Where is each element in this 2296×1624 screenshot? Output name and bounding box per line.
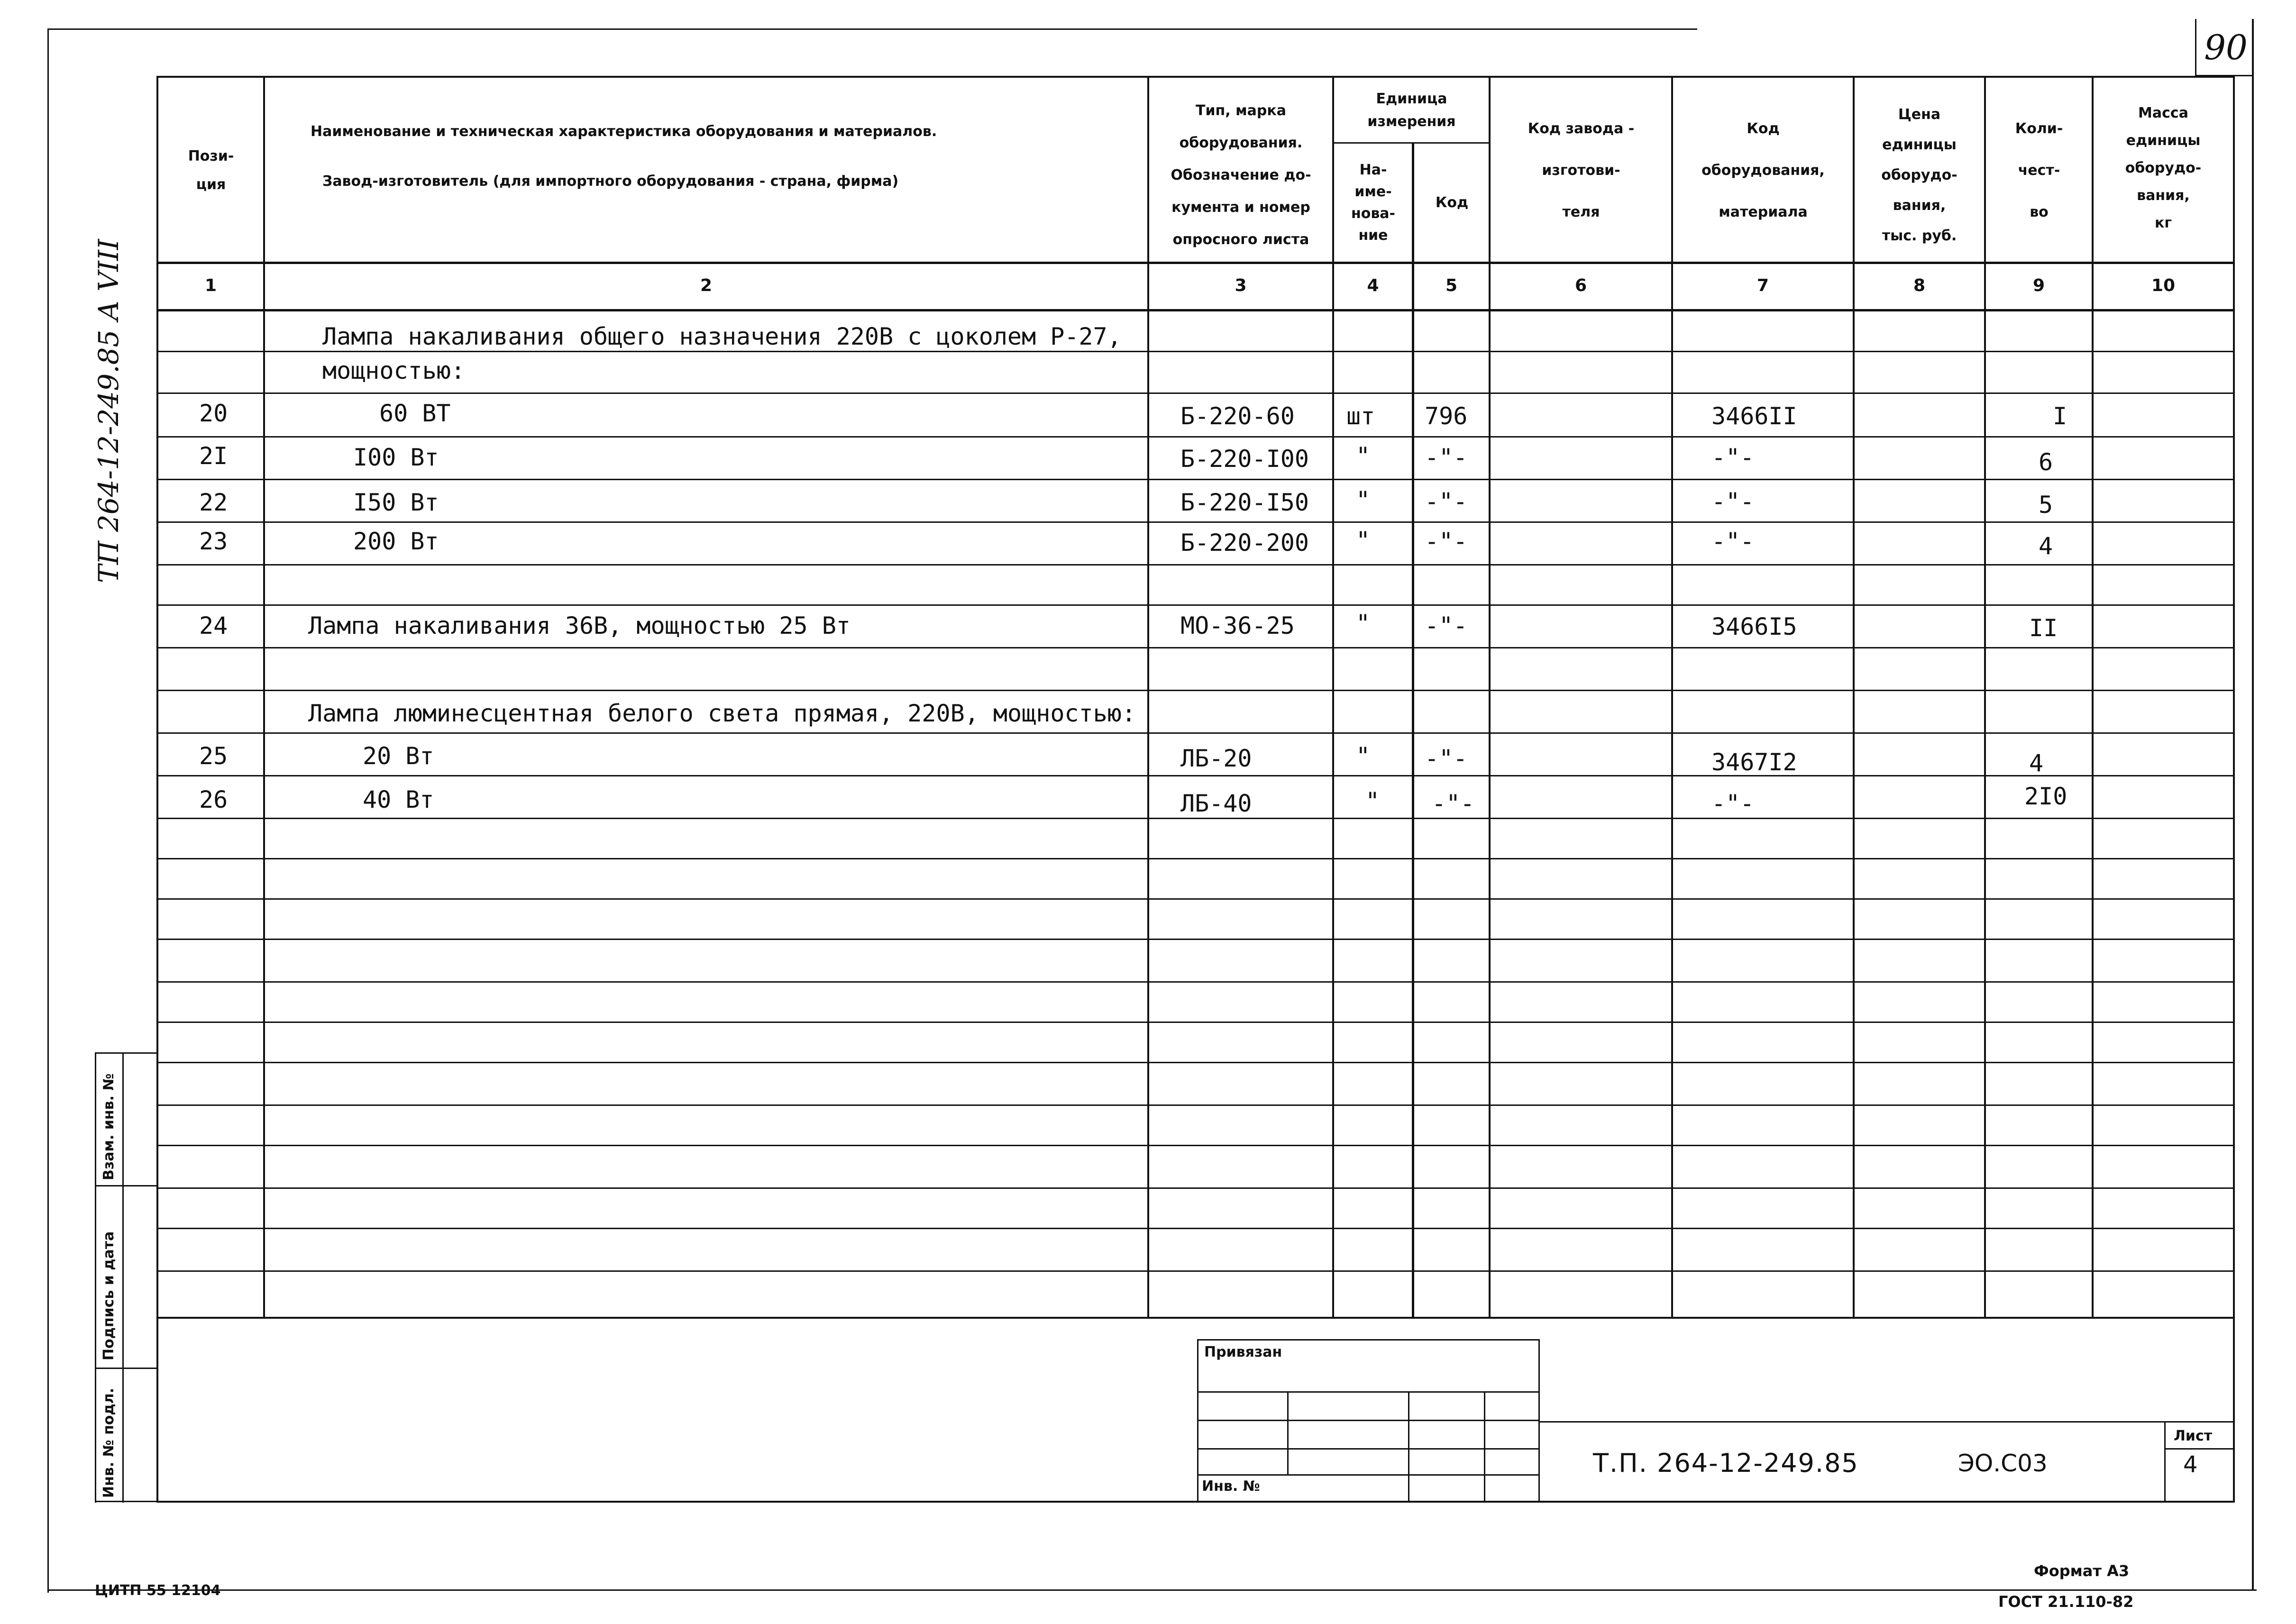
row-code: 796 [1425, 402, 1468, 430]
row-equipment-code: -"- [1711, 444, 1755, 471]
header-unit-group: Единица измерения [1367, 90, 1456, 130]
header-name-line2: Завод-изготовитель (для импортного оборудования - страна, фирма) [322, 173, 899, 190]
header-equipment-code: Код оборудования, материала [1701, 120, 1825, 220]
row-quantity: 6 [2039, 448, 2053, 476]
row-name: Лампа люминесцентная белого света прямая, 220В, мощностью: [308, 700, 1136, 727]
header-position: Пози- ция [188, 148, 234, 193]
row-quantity: I [2053, 402, 2067, 430]
row-unit: шт [1346, 402, 1375, 430]
column-number: 4 [1367, 276, 1379, 295]
row-quantity: 4 [2029, 749, 2044, 777]
footer-left: ЦИТП 55 12104 [95, 1582, 221, 1599]
stamp-designation: Т.П. 264-12-249.85 [1593, 1448, 1859, 1478]
stamp-sheet-label: Лист [2174, 1428, 2213, 1444]
row-code: -"- [1432, 790, 1475, 817]
row-name: 20 Вт [363, 742, 434, 770]
side-stamp-inv-podl: Инв. № подл. [101, 1387, 117, 1498]
column-number: 9 [2032, 276, 2045, 295]
row-type: МО-36-25 [1180, 612, 1295, 639]
stamp-inv-no: Инв. № [1202, 1478, 1260, 1495]
row-name: 200 Вт [353, 528, 439, 555]
row-quantity: 2I0 [2024, 783, 2067, 810]
row-equipment-code: 3466I5 [1711, 613, 1797, 640]
header-mass: Масса единицы оборудо- вания, кг [2125, 105, 2202, 231]
column-number: 8 [1913, 276, 1926, 295]
row-unit: " [1356, 486, 1371, 514]
row-name: Лампа накаливания общего назначения 220В с цоколем Р-27, [322, 323, 1122, 350]
row-type: Б-220-60 [1180, 402, 1295, 430]
row-name: 60 ВТ [379, 400, 451, 427]
header-price: Цена единицы оборудо- вания, тыс. руб. [1881, 106, 1958, 244]
side-stamp-podpis: Подпись и дата [101, 1231, 117, 1360]
row-type: ЛБ-20 [1180, 745, 1252, 772]
row-position: 24 [199, 612, 228, 639]
column-number: 3 [1235, 276, 1247, 295]
margin-code: ТП 264-12-249.85 А VIII [92, 239, 125, 583]
row-name: I00 Вт [353, 444, 439, 471]
row-type: ЛБ-40 [1180, 790, 1252, 817]
row-position: 20 [199, 400, 228, 427]
row-equipment-code: -"- [1711, 528, 1755, 555]
side-stamp-inv-vzam: Взам. инв. № [101, 1073, 117, 1180]
row-unit: " [1365, 787, 1380, 815]
row-type: Б-220-I50 [1180, 489, 1309, 516]
row-position: 2I [199, 442, 228, 470]
row-quantity: II [2029, 614, 2058, 642]
row-quantity: 5 [2039, 491, 2053, 519]
header-name-line1: Наименование и техническая характеристика оборудования и материалов. [311, 123, 937, 140]
header-quantity: Коли- чест- во [2015, 120, 2063, 220]
row-position: 26 [199, 786, 228, 813]
column-number: 2 [700, 276, 713, 295]
row-position: 23 [199, 528, 228, 555]
row-unit: " [1356, 527, 1371, 554]
footer-gost: ГОСТ 21.110-82 [1998, 1593, 2134, 1611]
column-number: 10 [2151, 276, 2176, 295]
row-unit: " [1356, 442, 1371, 470]
stamp-sheet-number: 4 [2183, 1451, 2198, 1478]
footer-format: Формат А3 [2034, 1562, 2130, 1580]
row-name: I50 Вт [353, 489, 439, 516]
stamp-code: ЭО.С03 [1958, 1450, 2048, 1477]
header-unit-name: На- име- нова- ние [1351, 161, 1396, 244]
row-code: -"- [1425, 745, 1468, 772]
column-number: 1 [204, 276, 217, 295]
row-name: 40 Вт [363, 786, 434, 813]
row-position: 25 [199, 742, 228, 770]
row-code: -"- [1425, 444, 1468, 471]
row-quantity: 4 [2039, 532, 2053, 560]
row-code: -"- [1425, 488, 1468, 515]
column-number: 5 [1445, 276, 1458, 295]
row-equipment-code: 3466II [1711, 402, 1797, 430]
row-position: 22 [199, 489, 228, 516]
header-factory-code: Код завода - изготови- теля [1528, 120, 1635, 220]
column-number: 6 [1574, 276, 1587, 295]
row-equipment-code: 3467I2 [1711, 748, 1797, 776]
row-type: Б-220-200 [1180, 529, 1309, 557]
row-type: Б-220-I00 [1180, 445, 1309, 473]
row-code: -"- [1425, 612, 1468, 639]
row-unit: " [1356, 610, 1371, 637]
column-number: 7 [1756, 276, 1769, 295]
row-name: мощностью: [322, 357, 466, 384]
row-unit: " [1356, 742, 1371, 770]
page-number: 90 [2204, 27, 2248, 67]
row-equipment-code: -"- [1711, 488, 1755, 515]
header-type: Тип, марка оборудования. Обозначение до- кумента и номер опросного листа [1171, 102, 1311, 248]
row-equipment-code: -"- [1711, 790, 1755, 817]
stamp-privyazan: Привязан [1204, 1344, 1282, 1360]
row-name: Лампа накаливания 36В, мощностью 25 Вт [308, 612, 851, 639]
header-unit-code: Код [1435, 194, 1469, 211]
row-code: -"- [1425, 528, 1468, 555]
